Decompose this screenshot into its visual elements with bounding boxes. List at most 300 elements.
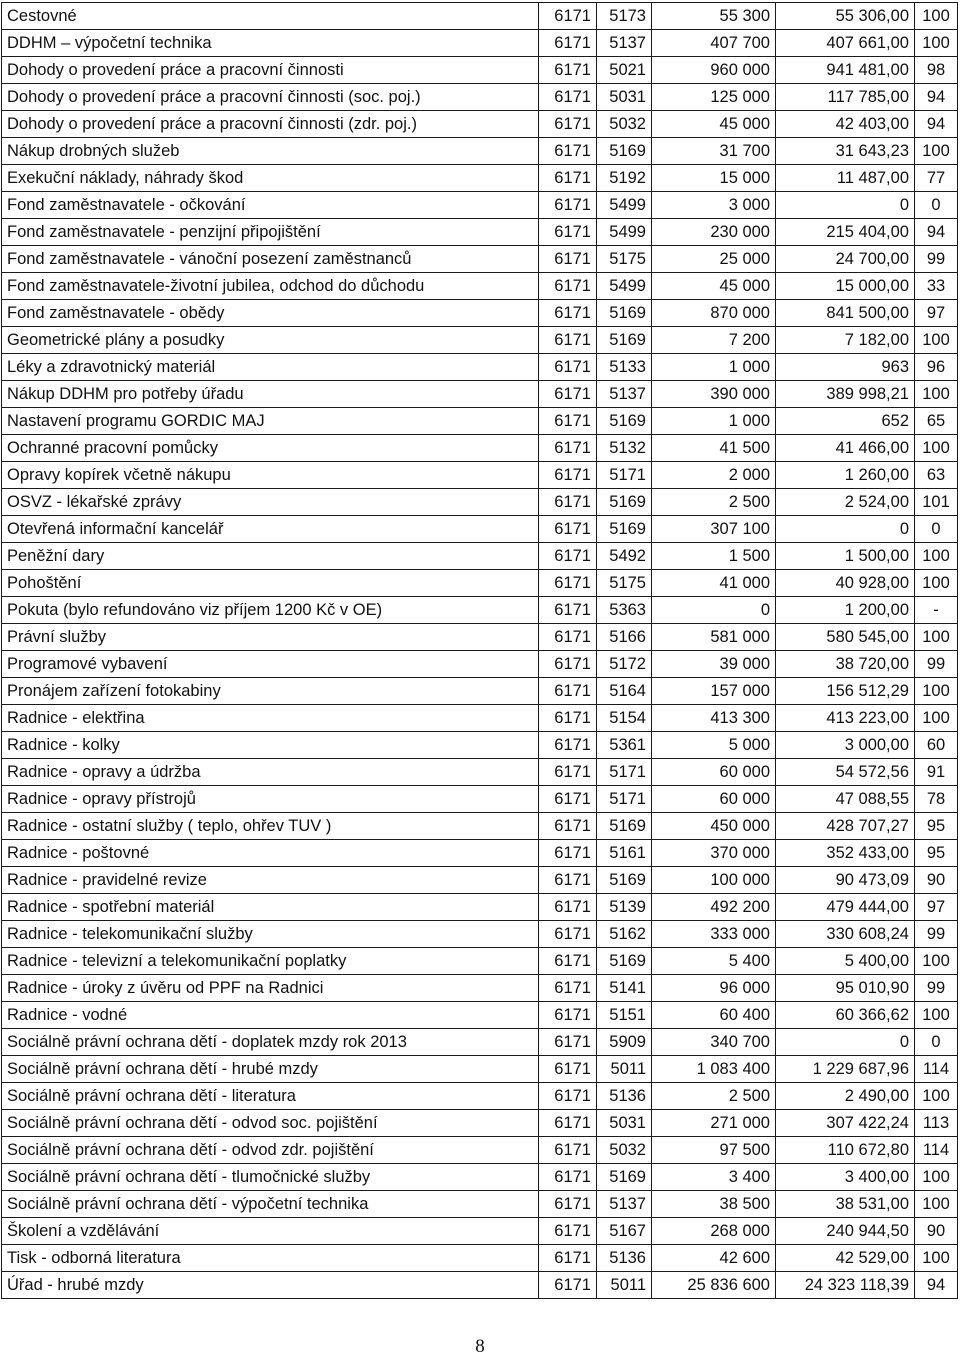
actual-amount-cell: 2 524,00	[776, 489, 915, 516]
actual-amount-cell: 2 490,00	[776, 1083, 915, 1110]
budget-item-cell: 5132	[597, 435, 652, 462]
budget-amount-cell: 125 000	[652, 84, 776, 111]
item-name-cell: Cestovné	[2, 3, 539, 30]
percent-cell: 91	[915, 759, 958, 786]
budget-table	[1, 2, 958, 1299]
actual-amount-cell: 352 433,00	[776, 840, 915, 867]
budget-amount-cell: 60 000	[652, 786, 776, 813]
percent-cell: 0	[915, 192, 958, 219]
paragraph-cell: 6171	[539, 624, 597, 651]
budget-amount-cell: 333 000	[652, 921, 776, 948]
budget-item-cell: 5361	[597, 732, 652, 759]
actual-amount-cell: 60 366,62	[776, 1002, 915, 1029]
actual-amount-cell: 55 306,00	[776, 3, 915, 30]
paragraph-cell: 6171	[539, 1272, 597, 1299]
budget-amount-cell: 60 000	[652, 759, 776, 786]
item-name-cell: Peněžní dary	[2, 543, 539, 570]
item-name-cell: Radnice - ostatní služby ( teplo, ohřev TUV )	[2, 813, 539, 840]
budget-item-cell: 5499	[597, 273, 652, 300]
item-name-cell: OSVZ - lékařské zprávy	[2, 489, 539, 516]
percent-cell: 100	[915, 1002, 958, 1029]
budget-amount-cell: 41 500	[652, 435, 776, 462]
actual-amount-cell: 156 512,29	[776, 678, 915, 705]
actual-amount-cell: 407 661,00	[776, 30, 915, 57]
item-name-cell: Sociálně právní ochrana dětí - hrubé mzdy	[2, 1056, 539, 1083]
actual-amount-cell: 307 422,24	[776, 1110, 915, 1137]
budget-item-cell: 5169	[597, 408, 652, 435]
item-name-cell: Pokuta (bylo refundováno viz příjem 1200 Kč v OE)	[2, 597, 539, 624]
percent-cell: 100	[915, 1083, 958, 1110]
budget-amount-cell: 5 000	[652, 732, 776, 759]
item-name-cell: Fond zaměstnavatele - vánoční posezení zaměstnanců	[2, 246, 539, 273]
item-name-cell: Fond zaměstnavatele - očkování	[2, 192, 539, 219]
budget-item-cell: 5161	[597, 840, 652, 867]
budget-amount-cell: 31 700	[652, 138, 776, 165]
actual-amount-cell: 652	[776, 408, 915, 435]
table-row	[2, 84, 958, 111]
budget-item-cell: 5139	[597, 894, 652, 921]
paragraph-cell: 6171	[539, 192, 597, 219]
item-name-cell: Radnice - poštovné	[2, 840, 539, 867]
table-row	[2, 786, 958, 813]
budget-item-cell: 5133	[597, 354, 652, 381]
budget-amount-cell: 97 500	[652, 1137, 776, 1164]
item-name-cell: Opravy kopírek včetně nákupu	[2, 462, 539, 489]
budget-amount-cell: 1 000	[652, 408, 776, 435]
table-row	[2, 435, 958, 462]
table-row	[2, 138, 958, 165]
actual-amount-cell: 38 720,00	[776, 651, 915, 678]
percent-cell: 96	[915, 354, 958, 381]
item-name-cell: Úřad - hrubé mzdy	[2, 1272, 539, 1299]
percent-cell: -	[915, 597, 958, 624]
actual-amount-cell: 428 707,27	[776, 813, 915, 840]
percent-cell: 99	[915, 921, 958, 948]
budget-item-cell: 5136	[597, 1245, 652, 1272]
percent-cell: 90	[915, 1218, 958, 1245]
actual-amount-cell: 0	[776, 1029, 915, 1056]
budget-amount-cell: 390 000	[652, 381, 776, 408]
budget-amount-cell: 3 400	[652, 1164, 776, 1191]
table-row	[2, 732, 958, 759]
paragraph-cell: 6171	[539, 759, 597, 786]
budget-amount-cell: 2 000	[652, 462, 776, 489]
actual-amount-cell: 41 466,00	[776, 435, 915, 462]
budget-amount-cell: 25 000	[652, 246, 776, 273]
actual-amount-cell: 117 785,00	[776, 84, 915, 111]
percent-cell: 100	[915, 435, 958, 462]
item-name-cell: Geometrické plány a posudky	[2, 327, 539, 354]
table-row	[2, 597, 958, 624]
paragraph-cell: 6171	[539, 354, 597, 381]
item-name-cell: Sociálně právní ochrana dětí - doplatek mzdy rok 2013	[2, 1029, 539, 1056]
budget-amount-cell: 96 000	[652, 975, 776, 1002]
actual-amount-cell: 0	[776, 192, 915, 219]
budget-amount-cell: 450 000	[652, 813, 776, 840]
table-row	[2, 543, 958, 570]
item-name-cell: Dohody o provedení práce a pracovní činnosti	[2, 57, 539, 84]
item-name-cell: Pronájem zařízení fotokabiny	[2, 678, 539, 705]
budget-amount-cell: 268 000	[652, 1218, 776, 1245]
budget-amount-cell: 38 500	[652, 1191, 776, 1218]
page-number: 8	[475, 1336, 485, 1357]
table-row	[2, 840, 958, 867]
table-body	[2, 3, 958, 1299]
item-name-cell: Fond zaměstnavatele-životní jubilea, odchod do důchodu	[2, 273, 539, 300]
actual-amount-cell: 47 088,55	[776, 786, 915, 813]
budget-item-cell: 5192	[597, 165, 652, 192]
actual-amount-cell: 1 500,00	[776, 543, 915, 570]
actual-amount-cell: 1 260,00	[776, 462, 915, 489]
budget-amount-cell: 271 000	[652, 1110, 776, 1137]
percent-cell: 100	[915, 678, 958, 705]
table-row	[2, 273, 958, 300]
actual-amount-cell: 24 323 118,39	[776, 1272, 915, 1299]
paragraph-cell: 6171	[539, 219, 597, 246]
item-name-cell: Exekuční náklady, náhrady škod	[2, 165, 539, 192]
actual-amount-cell: 42 529,00	[776, 1245, 915, 1272]
item-name-cell: Radnice - elektřina	[2, 705, 539, 732]
budget-amount-cell: 3 000	[652, 192, 776, 219]
budget-item-cell: 5169	[597, 327, 652, 354]
paragraph-cell: 6171	[539, 327, 597, 354]
budget-amount-cell: 5 400	[652, 948, 776, 975]
actual-amount-cell: 1 229 687,96	[776, 1056, 915, 1083]
paragraph-cell: 6171	[539, 1245, 597, 1272]
budget-amount-cell: 407 700	[652, 30, 776, 57]
budget-item-cell: 5169	[597, 138, 652, 165]
paragraph-cell: 6171	[539, 57, 597, 84]
actual-amount-cell: 215 404,00	[776, 219, 915, 246]
budget-amount-cell: 100 000	[652, 867, 776, 894]
percent-cell: 100	[915, 570, 958, 597]
actual-amount-cell: 40 928,00	[776, 570, 915, 597]
budget-amount-cell: 7 200	[652, 327, 776, 354]
item-name-cell: Radnice - pravidelné revize	[2, 867, 539, 894]
budget-amount-cell: 960 000	[652, 57, 776, 84]
budget-item-cell: 5137	[597, 1191, 652, 1218]
item-name-cell: Tisk - odborná literatura	[2, 1245, 539, 1272]
percent-cell: 100	[915, 327, 958, 354]
percent-cell: 100	[915, 3, 958, 30]
budget-item-cell: 5031	[597, 1110, 652, 1137]
budget-item-cell: 5169	[597, 1164, 652, 1191]
budget-amount-cell: 25 836 600	[652, 1272, 776, 1299]
budget-item-cell: 5909	[597, 1029, 652, 1056]
actual-amount-cell: 580 545,00	[776, 624, 915, 651]
actual-amount-cell: 95 010,90	[776, 975, 915, 1002]
budget-amount-cell: 0	[652, 597, 776, 624]
paragraph-cell: 6171	[539, 462, 597, 489]
actual-amount-cell: 11 487,00	[776, 165, 915, 192]
paragraph-cell: 6171	[539, 1110, 597, 1137]
paragraph-cell: 6171	[539, 813, 597, 840]
table-row	[2, 1029, 958, 1056]
paragraph-cell: 6171	[539, 651, 597, 678]
paragraph-cell: 6171	[539, 381, 597, 408]
paragraph-cell: 6171	[539, 1218, 597, 1245]
budget-item-cell: 5363	[597, 597, 652, 624]
item-name-cell: Dohody o provedení práce a pracovní činnosti (soc. poj.)	[2, 84, 539, 111]
budget-amount-cell: 230 000	[652, 219, 776, 246]
budget-item-cell: 5171	[597, 759, 652, 786]
actual-amount-cell: 54 572,56	[776, 759, 915, 786]
table-row	[2, 894, 958, 921]
percent-cell: 100	[915, 1164, 958, 1191]
budget-amount-cell: 45 000	[652, 273, 776, 300]
percent-cell: 99	[915, 651, 958, 678]
budget-amount-cell: 1 500	[652, 543, 776, 570]
paragraph-cell: 6171	[539, 1137, 597, 1164]
table-row	[2, 327, 958, 354]
budget-item-cell: 5011	[597, 1056, 652, 1083]
budget-item-cell: 5175	[597, 246, 652, 273]
percent-cell: 65	[915, 408, 958, 435]
item-name-cell: Programové vybavení	[2, 651, 539, 678]
paragraph-cell: 6171	[539, 975, 597, 1002]
table-row	[2, 219, 958, 246]
item-name-cell: Léky a zdravotnický materiál	[2, 354, 539, 381]
actual-amount-cell: 7 182,00	[776, 327, 915, 354]
paragraph-cell: 6171	[539, 570, 597, 597]
item-name-cell: Radnice - spotřební materiál	[2, 894, 539, 921]
item-name-cell: Ochranné pracovní pomůcky	[2, 435, 539, 462]
percent-cell: 101	[915, 489, 958, 516]
table-row	[2, 381, 958, 408]
budget-item-cell: 5166	[597, 624, 652, 651]
table-row	[2, 1191, 958, 1218]
budget-amount-cell: 581 000	[652, 624, 776, 651]
item-name-cell: Radnice - telekomunikační služby	[2, 921, 539, 948]
budget-item-cell: 5136	[597, 1083, 652, 1110]
paragraph-cell: 6171	[539, 867, 597, 894]
item-name-cell: Pohoštění	[2, 570, 539, 597]
budget-item-cell: 5169	[597, 813, 652, 840]
actual-amount-cell: 5 400,00	[776, 948, 915, 975]
paragraph-cell: 6171	[539, 408, 597, 435]
item-name-cell: Sociálně právní ochrana dětí - odvod soc. pojištění	[2, 1110, 539, 1137]
item-name-cell: Otevřená informační kancelář	[2, 516, 539, 543]
budget-item-cell: 5137	[597, 30, 652, 57]
budget-amount-cell: 41 000	[652, 570, 776, 597]
table-row	[2, 1110, 958, 1137]
paragraph-cell: 6171	[539, 300, 597, 327]
percent-cell: 94	[915, 84, 958, 111]
paragraph-cell: 6171	[539, 30, 597, 57]
table-row	[2, 3, 958, 30]
percent-cell: 99	[915, 246, 958, 273]
paragraph-cell: 6171	[539, 489, 597, 516]
paragraph-cell: 6171	[539, 1056, 597, 1083]
actual-amount-cell: 42 403,00	[776, 111, 915, 138]
budget-item-cell: 5169	[597, 867, 652, 894]
percent-cell: 100	[915, 1245, 958, 1272]
item-name-cell: Sociálně právní ochrana dětí - výpočetní technika	[2, 1191, 539, 1218]
budget-amount-cell: 1 000	[652, 354, 776, 381]
percent-cell: 98	[915, 57, 958, 84]
paragraph-cell: 6171	[539, 1029, 597, 1056]
paragraph-cell: 6171	[539, 1191, 597, 1218]
budget-item-cell: 5162	[597, 921, 652, 948]
paragraph-cell: 6171	[539, 597, 597, 624]
budget-item-cell: 5175	[597, 570, 652, 597]
budget-amount-cell: 157 000	[652, 678, 776, 705]
table-row	[2, 975, 958, 1002]
item-name-cell: Právní služby	[2, 624, 539, 651]
actual-amount-cell: 941 481,00	[776, 57, 915, 84]
table-row	[2, 1272, 958, 1299]
item-name-cell: Sociálně právní ochrana dětí - literatura	[2, 1083, 539, 1110]
actual-amount-cell: 963	[776, 354, 915, 381]
percent-cell: 100	[915, 1191, 958, 1218]
table-row	[2, 867, 958, 894]
actual-amount-cell: 15 000,00	[776, 273, 915, 300]
paragraph-cell: 6171	[539, 435, 597, 462]
actual-amount-cell: 38 531,00	[776, 1191, 915, 1218]
budget-item-cell: 5164	[597, 678, 652, 705]
actual-amount-cell: 110 672,80	[776, 1137, 915, 1164]
paragraph-cell: 6171	[539, 678, 597, 705]
paragraph-cell: 6171	[539, 786, 597, 813]
percent-cell: 60	[915, 732, 958, 759]
percent-cell: 99	[915, 975, 958, 1002]
budget-item-cell: 5171	[597, 462, 652, 489]
table-row	[2, 165, 958, 192]
budget-item-cell: 5169	[597, 300, 652, 327]
actual-amount-cell: 24 700,00	[776, 246, 915, 273]
budget-item-cell: 5169	[597, 489, 652, 516]
budget-amount-cell: 870 000	[652, 300, 776, 327]
budget-item-cell: 5171	[597, 786, 652, 813]
actual-amount-cell: 0	[776, 516, 915, 543]
budget-amount-cell: 42 600	[652, 1245, 776, 1272]
table-row	[2, 570, 958, 597]
budget-item-cell: 5499	[597, 219, 652, 246]
table-row	[2, 246, 958, 273]
paragraph-cell: 6171	[539, 921, 597, 948]
paragraph-cell: 6171	[539, 165, 597, 192]
paragraph-cell: 6171	[539, 273, 597, 300]
percent-cell: 90	[915, 867, 958, 894]
percent-cell: 94	[915, 219, 958, 246]
actual-amount-cell: 1 200,00	[776, 597, 915, 624]
item-name-cell: DDHM – výpočetní technika	[2, 30, 539, 57]
table-row	[2, 705, 958, 732]
table-row	[2, 1164, 958, 1191]
item-name-cell: Radnice - televizní a telekomunikační poplatky	[2, 948, 539, 975]
budget-item-cell: 5492	[597, 543, 652, 570]
percent-cell: 63	[915, 462, 958, 489]
budget-item-cell: 5499	[597, 192, 652, 219]
actual-amount-cell: 841 500,00	[776, 300, 915, 327]
table-row	[2, 192, 958, 219]
table-row	[2, 1137, 958, 1164]
budget-amount-cell: 15 000	[652, 165, 776, 192]
budget-item-cell: 5137	[597, 381, 652, 408]
item-name-cell: Radnice - kolky	[2, 732, 539, 759]
percent-cell: 95	[915, 813, 958, 840]
actual-amount-cell: 389 998,21	[776, 381, 915, 408]
budget-item-cell: 5032	[597, 111, 652, 138]
table-row	[2, 462, 958, 489]
item-name-cell: Nákup DDHM pro potřeby úřadu	[2, 381, 539, 408]
item-name-cell: Nákup drobných služeb	[2, 138, 539, 165]
budget-item-cell: 5141	[597, 975, 652, 1002]
budget-amount-cell: 340 700	[652, 1029, 776, 1056]
budget-item-cell: 5172	[597, 651, 652, 678]
budget-item-cell: 5154	[597, 705, 652, 732]
item-name-cell: Dohody o provedení práce a pracovní činnosti (zdr. poj.)	[2, 111, 539, 138]
actual-amount-cell: 3 000,00	[776, 732, 915, 759]
budget-amount-cell: 2 500	[652, 1083, 776, 1110]
paragraph-cell: 6171	[539, 840, 597, 867]
budget-amount-cell: 307 100	[652, 516, 776, 543]
paragraph-cell: 6171	[539, 111, 597, 138]
item-name-cell: Sociálně právní ochrana dětí - tlumočnické služby	[2, 1164, 539, 1191]
percent-cell: 78	[915, 786, 958, 813]
item-name-cell: Radnice - opravy a údržba	[2, 759, 539, 786]
budget-amount-cell: 370 000	[652, 840, 776, 867]
budget-item-cell: 5173	[597, 3, 652, 30]
budget-amount-cell: 45 000	[652, 111, 776, 138]
table-row	[2, 1002, 958, 1029]
percent-cell: 97	[915, 300, 958, 327]
table-row	[2, 354, 958, 381]
table-row	[2, 624, 958, 651]
table-row	[2, 948, 958, 975]
table-row	[2, 1056, 958, 1083]
percent-cell: 100	[915, 543, 958, 570]
paragraph-cell: 6171	[539, 543, 597, 570]
budget-item-cell: 5021	[597, 57, 652, 84]
percent-cell: 97	[915, 894, 958, 921]
percent-cell: 77	[915, 165, 958, 192]
item-name-cell: Fond zaměstnavatele - obědy	[2, 300, 539, 327]
percent-cell: 94	[915, 1272, 958, 1299]
table-row	[2, 408, 958, 435]
paragraph-cell: 6171	[539, 894, 597, 921]
budget-amount-cell: 413 300	[652, 705, 776, 732]
paragraph-cell: 6171	[539, 3, 597, 30]
percent-cell: 100	[915, 624, 958, 651]
table-row	[2, 489, 958, 516]
paragraph-cell: 6171	[539, 732, 597, 759]
paragraph-cell: 6171	[539, 246, 597, 273]
percent-cell: 114	[915, 1056, 958, 1083]
actual-amount-cell: 240 944,50	[776, 1218, 915, 1245]
budget-amount-cell: 39 000	[652, 651, 776, 678]
budget-amount-cell: 1 083 400	[652, 1056, 776, 1083]
percent-cell: 100	[915, 948, 958, 975]
paragraph-cell: 6171	[539, 1083, 597, 1110]
budget-amount-cell: 55 300	[652, 3, 776, 30]
paragraph-cell: 6171	[539, 948, 597, 975]
percent-cell: 0	[915, 1029, 958, 1056]
paragraph-cell: 6171	[539, 705, 597, 732]
item-name-cell: Sociálně právní ochrana dětí - odvod zdr. pojištění	[2, 1137, 539, 1164]
percent-cell: 94	[915, 111, 958, 138]
table-row	[2, 111, 958, 138]
paragraph-cell: 6171	[539, 516, 597, 543]
table-row	[2, 651, 958, 678]
table-row	[2, 57, 958, 84]
table-row	[2, 813, 958, 840]
item-name-cell: Radnice - opravy přístrojů	[2, 786, 539, 813]
percent-cell: 113	[915, 1110, 958, 1137]
actual-amount-cell: 413 223,00	[776, 705, 915, 732]
budget-amount-cell: 492 200	[652, 894, 776, 921]
paragraph-cell: 6171	[539, 84, 597, 111]
